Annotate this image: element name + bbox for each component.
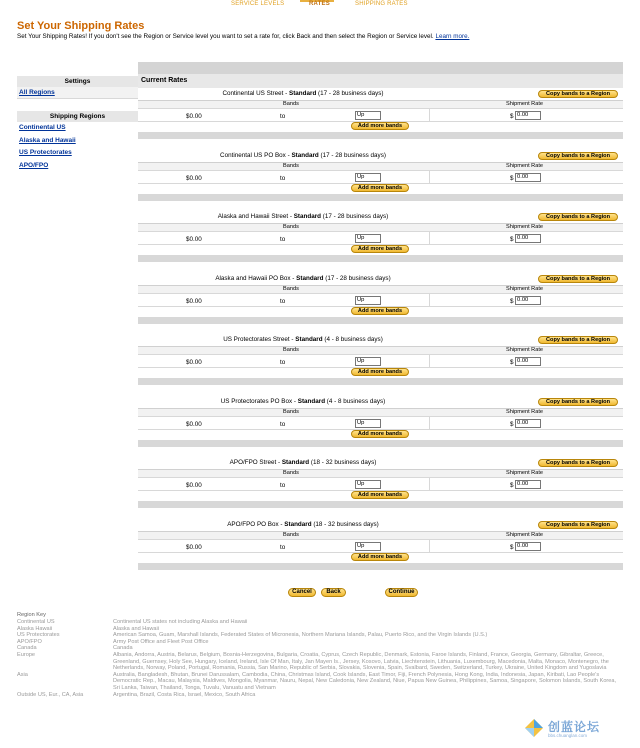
band-from-value: $0.00: [186, 113, 202, 120]
column-divider: [429, 232, 430, 245]
region-key-rows: [17, 619, 617, 698]
region-name: APO/FPO PO Box: [227, 520, 279, 528]
region-block-title: US Protectorates Street - Standard (4 - 8 business days): [223, 336, 383, 343]
region-name: Alaska and Hawaii Street: [217, 213, 289, 220]
shipment-rate-input[interactable]: 0.00: [515, 111, 541, 120]
column-divider: [429, 540, 430, 553]
region-key-name: Europe: [17, 651, 36, 658]
region-rate-block: [138, 211, 623, 273]
shipment-rate-header: Shipment Rate: [506, 224, 544, 230]
region-rate-block: [138, 519, 623, 581]
add-more-bands-button[interactable]: Add more bands: [351, 245, 409, 253]
region-name: Continental US Street: [222, 90, 284, 97]
region-key-description: Canada: [113, 645, 133, 652]
region-name: US Protectorates PO Box: [220, 397, 293, 405]
step-shipping-rates: SHIPPING RATES: [355, 1, 408, 7]
service-level: Standard: [291, 151, 319, 159]
service-level: Standard: [289, 90, 317, 97]
region-block-header: [138, 211, 623, 223]
band-row: [138, 354, 623, 368]
shipment-rate-input[interactable]: 0.00: [515, 419, 541, 428]
shipment-rate-input[interactable]: 0.00: [515, 357, 541, 366]
region-block-header: [138, 334, 623, 346]
column-divider: [429, 294, 430, 307]
region-key-name: US Protectorates: [17, 632, 60, 639]
region-key-description: Australia, Bangladesh, Bhutan, Brunei Darussalam, Cambodia, China, Christmas Island, Cook Islands, East Timor, Fiji, French Polynesia, Hong Kong, India, Indonesia, Japan, Kiribati, Lao People's Democratic Rep., Macau, Malaysia, Maldives, Mongolia, Myanmar, Nauru, Nepal, New Caledonia, New Zealand, Niue, Papua New Guinea, Philippines, Samoa, Singapore, Solomon Islands, South Korea, Sri Lanka, Taiwan, Thailand, Tonga, Tuvalu, Vanuatu and Vietnam: [113, 671, 617, 691]
region-key-row: [17, 652, 617, 672]
region-key-description: Albania, Andorra, Austria, Belarus, Belgium, Bosnia-Herzegovina, Bulgaria, Croatia, Cyprus, Czech Republic, Denmark, Estonia, Faroe Islands, Finland, France, Georgia, Germany, Gibraltar, Greece, Greenland, Guernsey, Holy See, Hungary, Iceland, Ireland, Isle Of Man, Italy, Jan Mayen Is., Jersey, Kosovo, Latvia, Liechtenstein, Lithuania, Luxembourg, Macedonia, Malta, Monaco, Montenegro, the Netherlands, Norway, Poland, Portugal, Romania, Russia, San Marino, Republic of Serbia, Slovakia, Slovenia, Spain, Svalbard, Sweden, Switzerland, Turkey, Ukraine, United Kingdom and Yugoslavia: [113, 651, 609, 672]
column-headers: [138, 346, 623, 354]
region-block-footer: [138, 245, 623, 253]
band-to-label: to: [280, 543, 286, 551]
currency-symbol: $: [510, 113, 514, 120]
column-divider: [429, 478, 430, 491]
band-from-value: $0.00: [186, 359, 202, 366]
shipment-rate-header: Shipment Rate: [506, 347, 544, 353]
region-name: Continental US PO Box: [220, 151, 286, 159]
block-separator: [138, 132, 623, 139]
band-to-label: to: [280, 236, 286, 243]
service-level: Standard: [297, 397, 326, 405]
region-rate-block: [138, 273, 623, 335]
band-upper-input[interactable]: Up: [355, 234, 381, 243]
bands-header: Bands: [283, 347, 299, 353]
block-separator: [138, 317, 623, 324]
region-key-name: Canada: [17, 645, 37, 652]
copy-bands-button[interactable]: Copy bands to a Region: [538, 152, 618, 160]
shipment-rate-input[interactable]: 0.00: [515, 480, 541, 489]
learn-more-link[interactable]: Learn more.: [435, 33, 470, 40]
shipment-rate-header: Shipment Rate: [506, 531, 544, 538]
bands-header: Bands: [283, 162, 299, 169]
bands-header: Bands: [283, 408, 299, 415]
current-rates-title: Current Rates: [138, 74, 623, 88]
region-block-footer: [138, 491, 623, 499]
shipment-rate-input[interactable]: 0.00: [515, 296, 541, 305]
currency-symbol: $: [510, 359, 514, 366]
region-block-footer: [138, 307, 623, 315]
region-block-header: [138, 88, 623, 100]
bands-header: Bands: [283, 224, 299, 230]
region-key: [17, 612, 617, 698]
continue-button[interactable]: Continue: [385, 588, 418, 597]
currency-symbol: $: [510, 420, 514, 428]
copy-bands-button[interactable]: Copy bands to a Region: [538, 213, 618, 221]
bands-header: Bands: [283, 101, 299, 107]
band-upper-input[interactable]: Up: [355, 357, 381, 366]
currency-symbol: $: [510, 543, 514, 551]
column-divider: [429, 417, 430, 430]
step-rates: RATES: [309, 1, 330, 7]
sidebar-item-continental-us[interactable]: Continental US: [19, 124, 66, 131]
service-level: Standard: [293, 213, 322, 220]
bands-header: Bands: [283, 531, 299, 538]
form-actions: [0, 588, 640, 600]
region-key-title: Region Key: [17, 612, 46, 618]
band-from-value: $0.00: [186, 420, 202, 428]
delivery-days: (17 - 28 business days): [320, 151, 386, 159]
region-block-title: Alaska and Hawaii Street - Standard (17 - 28 business days): [217, 213, 389, 220]
currency-symbol: $: [510, 482, 514, 489]
shipment-rate-input[interactable]: 0.00: [515, 173, 541, 182]
region-name: US Protectorates Street: [223, 336, 290, 343]
region-key-name: Alaska Hawaii: [17, 625, 53, 632]
region-block-header: [138, 457, 623, 469]
copy-bands-button[interactable]: Copy bands to a Region: [538, 521, 618, 529]
region-key-name: Asia: [17, 671, 28, 678]
add-more-bands-button[interactable]: Add more bands: [351, 553, 409, 561]
region-key-description: Continental US states not including Alaska and Hawaii: [113, 619, 248, 625]
shipment-rate-header: Shipment Rate: [506, 470, 544, 476]
watermark-subtext: bbs.chuanglan.com: [548, 733, 588, 738]
page-subtitle-text: Set Your Shipping Rates! If you don't see the Region or Service level you want to set a rate for, click Back and then select the Region or Service level.: [17, 33, 434, 40]
bands-header: Bands: [283, 470, 299, 476]
region-key-description: Argentina, Brazil, Costa Rica, Israel, Mexico, South Africa: [113, 691, 256, 698]
column-divider: [429, 355, 430, 368]
sidebar-item-all-regions[interactable]: All Regions: [17, 87, 138, 99]
delivery-days: (18 - 32 business days): [310, 459, 377, 466]
region-rate-block: [138, 457, 623, 519]
band-to-label: to: [280, 297, 286, 305]
cancel-button[interactable]: Cancel: [288, 588, 316, 597]
sidebar-item-apo-fpo[interactable]: APO/FPO: [19, 161, 49, 169]
region-key-name: Continental US: [17, 619, 55, 625]
service-level: Standard: [281, 459, 310, 466]
sidebar-item-alaska-hawaii[interactable]: Alaska and Hawaii: [19, 136, 76, 144]
region-key-row: [17, 672, 617, 692]
delivery-days: (4 - 8 business days): [326, 397, 386, 405]
region-key-description: Army Post Office and Fleet Post Office: [113, 638, 209, 645]
column-divider: [429, 109, 430, 122]
shipment-rate-header: Shipment Rate: [506, 162, 544, 169]
column-divider: [429, 171, 430, 184]
column-headers: [138, 223, 623, 231]
back-button[interactable]: Back: [321, 588, 346, 597]
column-headers: [138, 408, 623, 416]
service-level: Standard: [284, 520, 312, 528]
band-from-value: $0.00: [186, 236, 202, 243]
delivery-days: (18 - 32 business days): [313, 520, 379, 528]
region-rate-block: [138, 396, 623, 458]
copy-bands-button[interactable]: Copy bands to a Region: [538, 459, 618, 467]
column-headers: [138, 100, 623, 108]
band-to-label: to: [280, 174, 286, 182]
band-row: [138, 231, 623, 245]
region-block-title: US Protectorates PO Box - Standard (4 - 8 business days): [220, 397, 386, 405]
copy-bands-button[interactable]: Copy bands to a Region: [538, 398, 618, 406]
settings-header: Settings: [17, 76, 138, 87]
service-level: Standard: [296, 274, 324, 282]
band-to-label: to: [280, 359, 286, 366]
region-rate-block: [138, 150, 623, 212]
band-to-label: to: [280, 482, 286, 489]
shipment-rate-header: Shipment Rate: [506, 285, 544, 292]
page-subtitle: [17, 33, 469, 40]
shipment-rate-header: Shipment Rate: [506, 101, 544, 107]
add-more-bands-button[interactable]: Add more bands: [351, 368, 409, 376]
block-separator: [138, 440, 623, 447]
shipping-regions-header: Shipping Regions: [17, 111, 138, 122]
column-headers: [138, 469, 623, 477]
band-upper-input[interactable]: Up: [355, 419, 381, 428]
column-headers: [138, 531, 623, 539]
band-row: [138, 293, 623, 307]
band-from-value: $0.00: [186, 297, 202, 305]
add-more-bands-button[interactable]: Add more bands: [351, 184, 409, 192]
region-key-row: [17, 619, 617, 626]
watermark-text: 创蓝论坛: [548, 720, 601, 734]
sidebar: [17, 76, 138, 172]
region-block-title: Continental US Street - Standard (17 - 28 business days): [222, 90, 384, 97]
region-block-header: [138, 273, 623, 285]
delivery-days: (4 - 8 business days): [324, 336, 383, 343]
region-name: APO/FPO Street: [229, 459, 277, 466]
region-block-footer: [138, 368, 623, 376]
block-separator: [138, 194, 623, 201]
step-service-levels: SERVICE LEVELS: [231, 1, 285, 7]
add-more-bands-button[interactable]: Add more bands: [351, 491, 409, 499]
region-key-row: [17, 645, 617, 652]
delivery-days: (17 - 28 business days): [325, 274, 391, 282]
delivery-days: (17 - 28 business days): [322, 213, 389, 220]
block-separator: [138, 563, 623, 570]
region-key-row: [17, 632, 617, 639]
region-key-name: Outside US, Eur., CA, Asia: [17, 691, 84, 698]
band-from-value: $0.00: [186, 482, 202, 489]
region-block-title: Continental US PO Box - Standard (17 - 28 business days): [220, 151, 386, 159]
region-rate-block: [138, 334, 623, 396]
region-key-description: Alaska and Hawaii: [113, 625, 160, 632]
column-headers: [138, 285, 623, 293]
copy-bands-button[interactable]: Copy bands to a Region: [538, 90, 618, 98]
band-upper-input[interactable]: Up: [355, 111, 381, 120]
copy-bands-button[interactable]: Copy bands to a Region: [538, 336, 618, 344]
region-blocks: [138, 88, 623, 580]
step-indicator: [0, 0, 640, 12]
shipment-rate-header: Shipment Rate: [506, 408, 544, 415]
region-block-header: [138, 150, 623, 162]
region-block-title: Alaska and Hawaii PO Box - Standard (17 - 28 business days): [215, 274, 391, 282]
watermark-logo-icon: [524, 718, 544, 738]
region-rate-block: [138, 88, 623, 150]
rates-topbar: [138, 62, 623, 74]
region-key-description: American Samoa, Guam, Marshall Islands, Federated States of Micronesia, Northern Mariana Islands, Palau, Puerto Rico, and the Virgin Islands (U.S.): [113, 632, 488, 639]
service-level: Standard: [295, 336, 323, 343]
region-block-header: [138, 519, 623, 531]
copy-bands-button[interactable]: Copy bands to a Region: [538, 275, 618, 283]
band-to-label: to: [280, 420, 286, 428]
band-upper-input[interactable]: Up: [355, 542, 381, 551]
region-key-row: [17, 626, 617, 633]
band-from-value: $0.00: [186, 543, 202, 551]
region-key-row: [17, 639, 617, 646]
currency-symbol: $: [510, 174, 514, 182]
band-row: [138, 477, 623, 491]
band-upper-input[interactable]: Up: [355, 480, 381, 489]
currency-symbol: $: [510, 236, 514, 243]
currency-symbol: $: [510, 297, 514, 305]
region-block-title: APO/FPO PO Box - Standard (18 - 32 business days): [227, 520, 379, 528]
page-title: Set Your Shipping Rates: [17, 20, 145, 32]
band-upper-input[interactable]: Up: [355, 296, 381, 305]
band-row: [138, 108, 623, 122]
add-more-bands-button[interactable]: Add more bands: [351, 122, 409, 130]
block-separator: [138, 501, 623, 508]
band-from-value: $0.00: [186, 174, 202, 182]
region-key-name: APO/FPO: [17, 638, 42, 645]
region-key-row: [17, 692, 617, 699]
shipment-rate-input[interactable]: 0.00: [515, 234, 541, 243]
column-headers: [138, 162, 623, 170]
region-name: Alaska and Hawaii PO Box: [215, 274, 291, 282]
delivery-days: (17 - 28 business days): [318, 90, 384, 97]
region-block-footer: [138, 184, 623, 192]
band-row: [138, 170, 623, 184]
add-more-bands-button[interactable]: Add more bands: [351, 307, 409, 315]
region-block-title: APO/FPO Street - Standard (18 - 32 business days): [229, 459, 377, 466]
band-row: [138, 416, 623, 430]
band-row: [138, 539, 623, 553]
region-block-footer: [138, 430, 623, 438]
current-rates-panel: [138, 62, 623, 580]
bands-header: Bands: [283, 285, 299, 292]
add-more-bands-button[interactable]: Add more bands: [351, 430, 409, 438]
block-separator: [138, 255, 623, 262]
region-block-footer: [138, 122, 623, 130]
block-separator: [138, 378, 623, 385]
band-upper-input[interactable]: Up: [355, 173, 381, 182]
watermark: [524, 716, 634, 742]
region-block-header: [138, 396, 623, 408]
region-block-footer: [138, 553, 623, 561]
sidebar-gap: [17, 99, 138, 111]
shipment-rate-input[interactable]: 0.00: [515, 542, 541, 551]
sidebar-item-us-protectorates[interactable]: US Protectorates: [19, 149, 72, 157]
band-to-label: to: [280, 113, 286, 120]
